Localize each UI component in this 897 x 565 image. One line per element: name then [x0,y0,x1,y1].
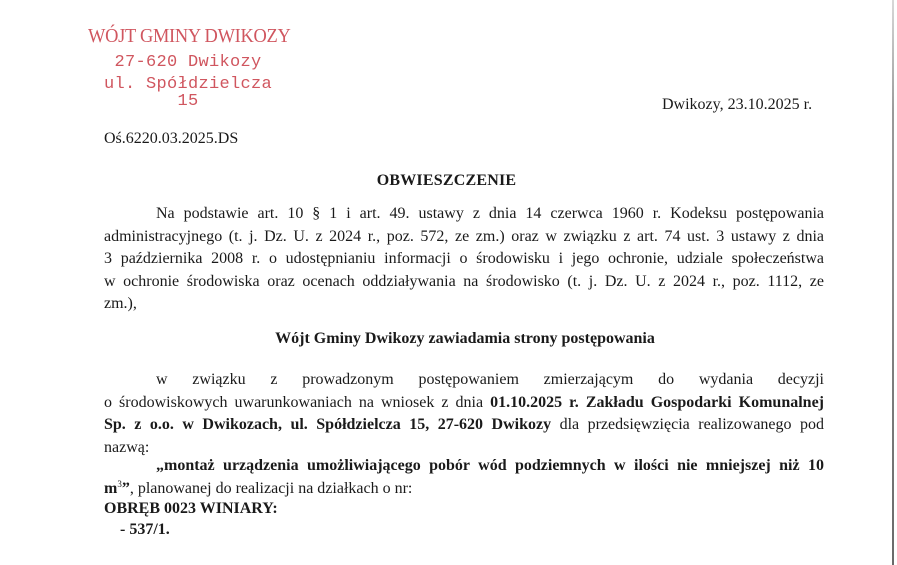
legal-basis-line: administracyjnego (t. j. Dz. U. z 2024 r., poz. 572, ze zm.) oraz w związku z art. 74 ust. 3 ustawy z dnia [104,227,824,245]
legal-basis-line: w ochronie środowiska oraz ocenach oddziaływania na środowisko (t. j. Dz. U. z 2024 r., poz. 1112, ze [104,272,824,290]
plot-number: - 537/1. [120,521,170,538]
project-location-text: , planowanej do realizacji na działkach o nr: [129,479,413,497]
document-date: Dwikozy, 23.10.2025 r. [662,96,813,113]
unit-exponent: 3 [117,478,122,489]
proceedings-text: o środowiskowych uwarunkowaniach na wniosek z dnia [104,393,491,411]
proceedings-line: w związku z prowadzonym postępowaniem zmierzającym do wydania decyzji [156,371,824,388]
legal-basis-line: zm.), [104,295,137,312]
application-date-applicant: 01.10.2025 r. Zakładu Gospodarki Komunalnej [490,393,825,411]
project-name-line [104,455,824,478]
stamp-street: ul. Spółdzielcza 15 [103,75,273,111]
stamp-postal-code: 27-620 Dwikozy [114,53,262,72]
unit-m: m [104,479,118,497]
reference-number: Oś.6220.03.2025.DS [104,130,239,147]
proceedings-paragraph [104,369,824,459]
project-name-line [104,478,824,501]
legal-basis-line: 3 października 2008 r. o udostępnianiu informacji o środowisku i jego ochronie, udziale społeczeństwa [104,250,824,267]
legal-basis-line: Na podstawie art. 10 § 1 i art. 49. ustawy z dnia 14 czerwca 1960 r. Kodeksu postępowania [156,205,824,222]
project-name: „montaż urządzenia umożliwiającego pobór wód podziemnych w ilości nie mniejszej niż 10 [156,457,824,474]
proceedings-line [104,392,824,415]
legal-basis-paragraph [104,203,824,316]
proceedings-text: dla przedsięwzięcia realizowanego pod [551,416,825,433]
document-title: OBWIESZCZENIE [376,172,517,189]
stamp-title: WÓJT GMINY DWIKOZY [88,25,291,47]
office-stamp [86,25,291,111]
proceedings-line [104,414,824,437]
applicant-address: Sp. z o.o. w Dwikozach, ul. Spółdzielcza 15, 27-620 Dwikozy [104,416,552,433]
closing-quote: ” [121,479,130,497]
proceedings-line: nazwą: [104,438,150,456]
project-paragraph [104,455,824,500]
notification-heading: Wójt Gminy Dwikozy zawiadamia strony postępowania [275,330,655,347]
precinct-label: OBRĘB 0023 WINIARY: [104,500,278,517]
page-edge-divider [892,0,894,565]
